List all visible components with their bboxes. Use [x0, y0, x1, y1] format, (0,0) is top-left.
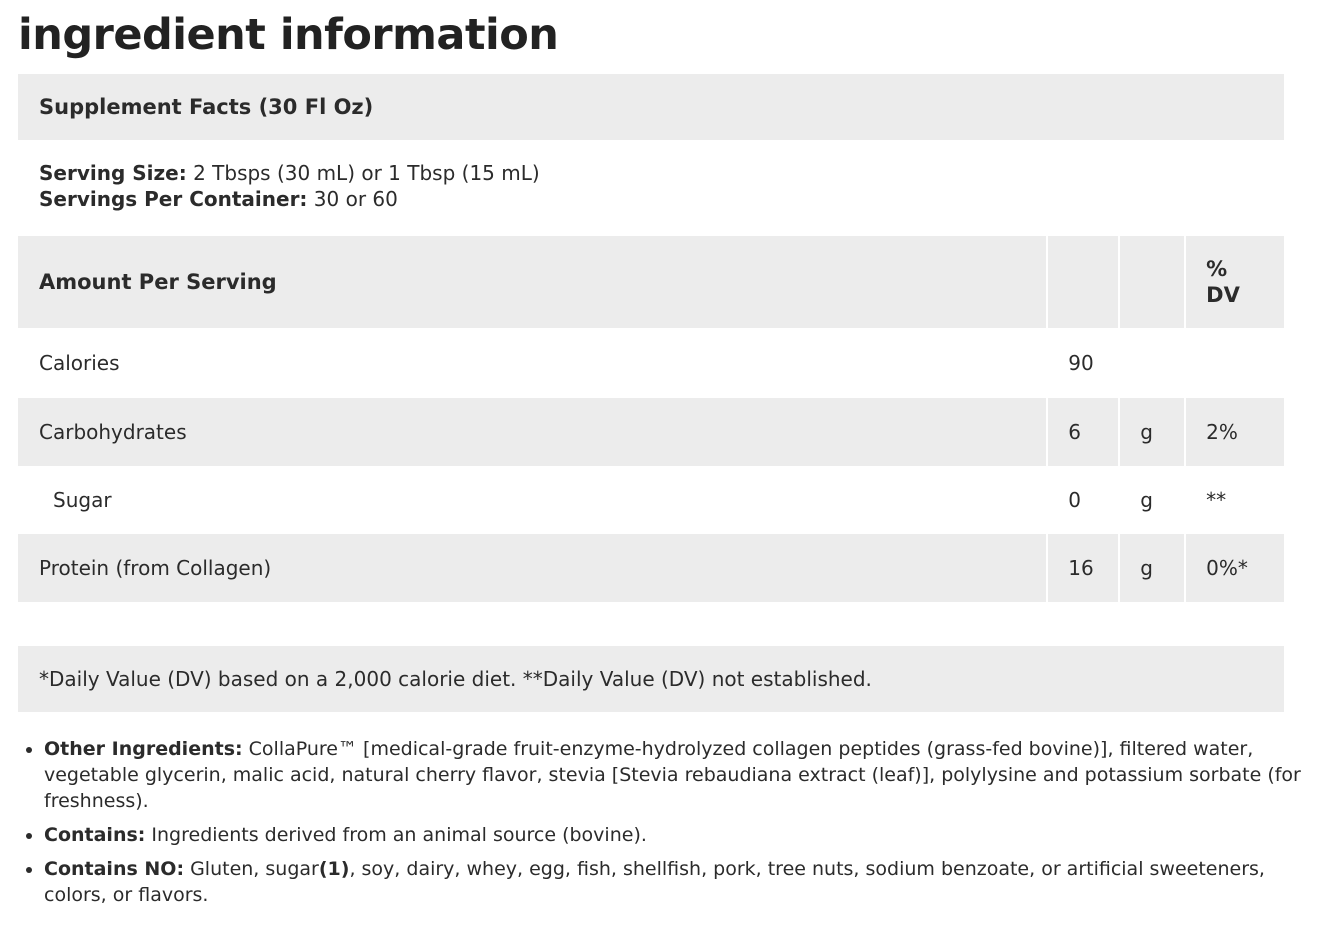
- list-item-contains-no: [44, 856, 1308, 908]
- nutrient-unit: g: [1140, 488, 1153, 512]
- table-row: [18, 466, 1284, 534]
- ingredient-text: CollaPure™ [medical-grade fruit-enzyme-hydrolyzed collagen peptides (grass-fed bovine)], filtered water, vegetable glycerin, malic acid, natural cherry flavor, stevia [Stevia rebaudiana extract (leaf)], polylysine and potassium sorbate (for freshness).: [44, 738, 1301, 812]
- servings-per-container-label: Servings Per Container:: [39, 187, 308, 211]
- nutrient-dv: 0%*: [1186, 534, 1284, 602]
- nutrient-dv: 2%: [1186, 398, 1284, 466]
- column-header-dv: [1186, 236, 1284, 328]
- table-header-row: [18, 236, 1284, 328]
- list-item-other-ingredients: [44, 736, 1308, 814]
- dv-footnote: *Daily Value (DV) based on a 2,000 calorie diet. **Daily Value (DV) not established.: [18, 646, 1284, 712]
- column-header-value: [1048, 236, 1118, 328]
- ingredient-label: Contains:: [44, 824, 146, 846]
- page-title: ingredient information: [18, 10, 559, 60]
- nutrient-value: 16: [1048, 534, 1118, 602]
- nutrient-dv: [1186, 328, 1284, 398]
- list-item-contains: [44, 822, 1308, 848]
- nutrient-name: Protein (from Collagen): [18, 534, 1046, 602]
- facts-header: Supplement Facts (30 Fl Oz): [18, 74, 1284, 140]
- ingredient-label: Contains NO:: [44, 858, 185, 880]
- ingredient-label: Other Ingredients:: [44, 738, 243, 760]
- nutrient-value: 90: [1068, 351, 1094, 375]
- ingredient-text: Gluten, sugar: [184, 858, 319, 880]
- serving-size-value: 2 Tbsps (30 mL) or 1 Tbsp (15 mL): [186, 161, 540, 185]
- nutrient-dv: **: [1206, 488, 1227, 512]
- supplement-facts-table: [18, 74, 1284, 712]
- nutrient-unit: [1120, 328, 1184, 398]
- serving-info: [18, 140, 1284, 236]
- servings-per-container: [39, 186, 1284, 212]
- ingredients-list: [18, 736, 1308, 916]
- ingredient-text-continued: , soy, dairy, whey, egg, fish, shellfish, pork, tree nuts, sodium benzoate, or artificial sweeteners, colors, or flavors.: [44, 858, 1265, 906]
- column-header-amount: Amount Per Serving: [18, 236, 1046, 328]
- nutrient-name: Carbohydrates: [18, 398, 1046, 466]
- nutrient-value: 0: [1068, 488, 1082, 512]
- nutrient-name: Sugar: [53, 488, 112, 512]
- nutrient-name: Calories: [39, 351, 120, 375]
- dv-header-percent: %: [1206, 257, 1228, 281]
- servings-per-container-value: 30 or 60: [307, 187, 398, 211]
- nutrient-value: 6: [1048, 398, 1118, 466]
- serving-size: [39, 160, 1284, 186]
- serving-size-label: Serving Size:: [39, 161, 187, 185]
- ingredient-text: Ingredients derived from an animal source (bovine).: [145, 824, 647, 846]
- table-row: [18, 328, 1284, 398]
- footnote-marker: (1): [318, 858, 350, 880]
- table-row: [18, 398, 1284, 466]
- column-header-unit: [1120, 236, 1184, 328]
- dv-header-dv: DV: [1206, 283, 1240, 307]
- nutrient-unit: g: [1120, 398, 1184, 466]
- table-row: [18, 534, 1284, 602]
- nutrient-unit: g: [1120, 534, 1184, 602]
